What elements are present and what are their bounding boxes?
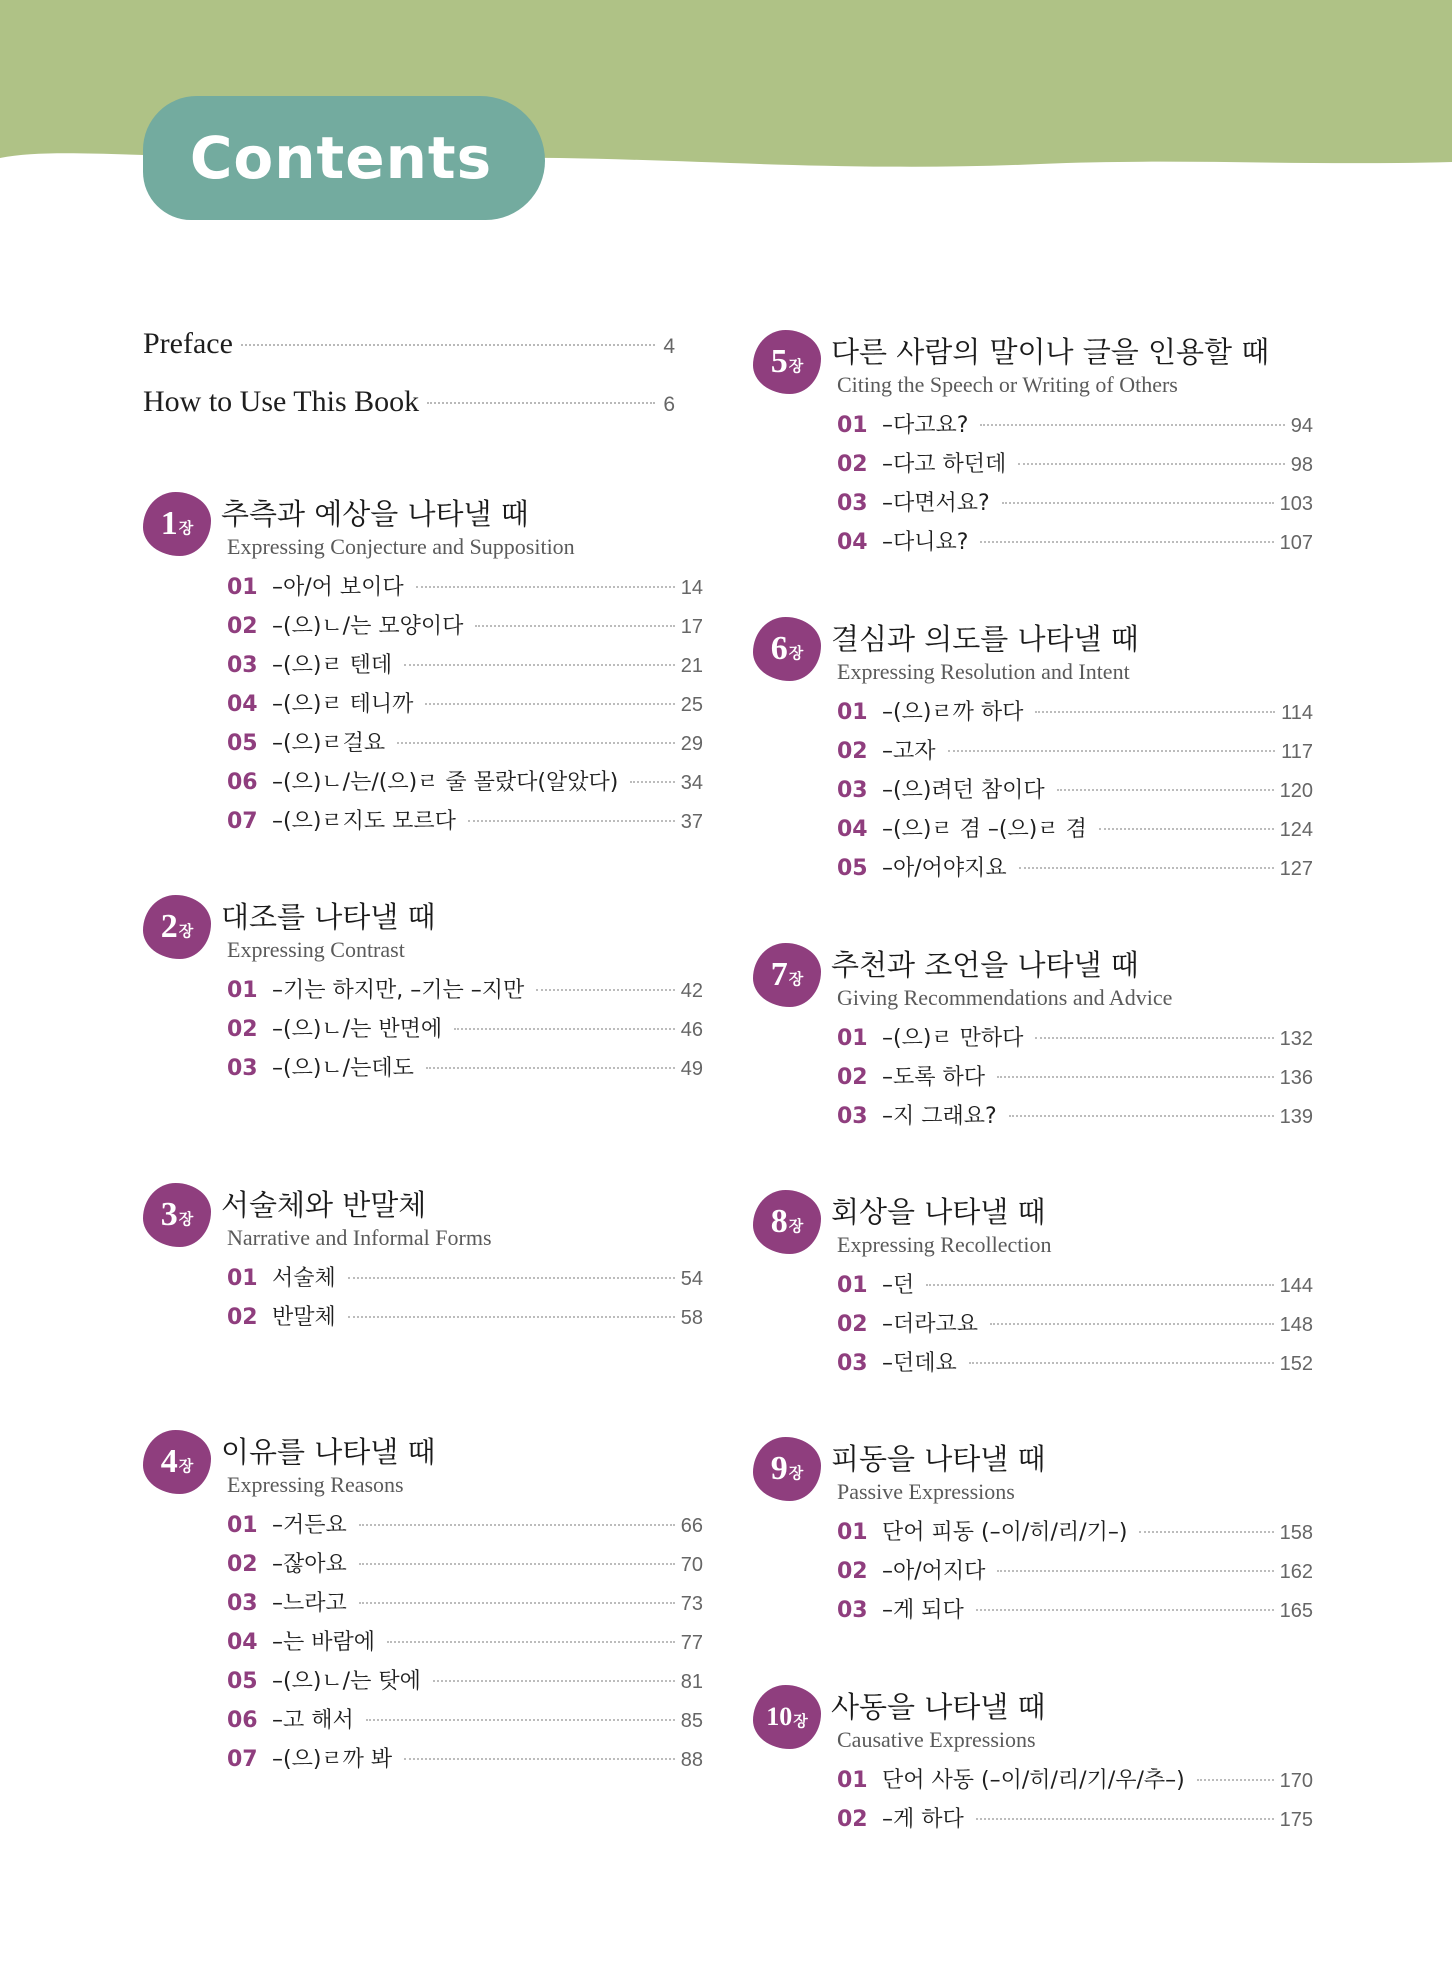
chapter-title-english: Passive Expressions bbox=[837, 1479, 1015, 1504]
entry-number: 03 bbox=[837, 491, 868, 516]
toc-entry[interactable] bbox=[227, 1703, 703, 1742]
chapter-number-badge bbox=[143, 492, 211, 556]
chapter-jang-label: 장 bbox=[178, 518, 194, 537]
dot-leader bbox=[359, 1602, 675, 1604]
chapter-title-english: Expressing Conjecture and Supposition bbox=[227, 534, 575, 559]
dot-leader bbox=[997, 1570, 1273, 1572]
toc-entry[interactable] bbox=[227, 1508, 703, 1547]
entry-title: –다면서요? bbox=[882, 491, 990, 516]
page-number: 158 bbox=[1279, 1522, 1313, 1544]
page-number: 42 bbox=[680, 980, 703, 1002]
chapter-entry-list bbox=[227, 973, 703, 1090]
entry-number: 06 bbox=[227, 770, 258, 795]
chapter-jang-label: 장 bbox=[793, 1711, 808, 1730]
entry-title: –더라고요 bbox=[882, 1312, 979, 1337]
toc-entry[interactable] bbox=[837, 695, 1313, 734]
entry-number: 07 bbox=[227, 809, 258, 834]
entry-title: –(으)ㄹ지도 모르다 bbox=[272, 809, 456, 834]
page-number: 162 bbox=[1279, 1561, 1313, 1583]
entry-number: 04 bbox=[227, 1630, 258, 1655]
page-number: 58 bbox=[680, 1307, 703, 1329]
entry-title: –(으)ㄴ/는데도 bbox=[272, 1056, 414, 1081]
toc-entry[interactable] bbox=[227, 973, 703, 1012]
entry-title: –다고 하던데 bbox=[882, 452, 1007, 477]
entry-title: –도록 하다 bbox=[882, 1065, 986, 1090]
entry-title: 반말체 bbox=[272, 1305, 336, 1330]
dot-leader bbox=[475, 625, 674, 627]
chapter-title-english: Expressing Resolution and Intent bbox=[837, 659, 1130, 684]
toc-entry[interactable] bbox=[227, 609, 703, 648]
chapter-jang-label: 장 bbox=[788, 969, 804, 988]
page-number: 136 bbox=[1279, 1067, 1313, 1089]
dot-leader bbox=[241, 344, 655, 346]
contents-title-badge bbox=[143, 96, 545, 220]
chapter-title-korean[interactable]: 회상을 나타낼 때 bbox=[831, 1195, 1046, 1229]
toc-entry[interactable] bbox=[227, 1051, 703, 1090]
page-number: 70 bbox=[680, 1554, 703, 1576]
dot-leader bbox=[366, 1719, 675, 1721]
dot-leader bbox=[997, 1076, 1274, 1078]
dot-leader bbox=[416, 586, 675, 588]
entry-number: 01 bbox=[837, 413, 868, 438]
entry-title: –던데요 bbox=[882, 1351, 957, 1376]
front-item-title: How to Use This Book bbox=[143, 385, 420, 418]
toc-entry[interactable] bbox=[837, 525, 1313, 564]
dot-leader bbox=[348, 1316, 675, 1318]
dot-leader bbox=[948, 750, 1276, 752]
chapter-title-korean[interactable]: 추천과 조언을 나타낼 때 bbox=[831, 948, 1139, 982]
entry-title: –(으)ㄴ/는 반면에 bbox=[272, 1017, 443, 1042]
toc-entry[interactable] bbox=[837, 1060, 1313, 1099]
page-number: 139 bbox=[1279, 1106, 1313, 1128]
page-number: 21 bbox=[680, 655, 703, 677]
page-number: 103 bbox=[1279, 493, 1313, 515]
entry-title: –고 해서 bbox=[272, 1708, 354, 1733]
dot-leader bbox=[348, 1277, 675, 1279]
entry-number: 02 bbox=[837, 452, 868, 477]
chapter-title-korean[interactable]: 사동을 나타낼 때 bbox=[831, 1690, 1046, 1724]
dot-leader bbox=[426, 1067, 675, 1069]
entry-number: 06 bbox=[227, 1708, 258, 1733]
chapter-jang-label: 장 bbox=[788, 356, 804, 375]
toc-entry[interactable] bbox=[837, 851, 1313, 890]
entry-number: 01 bbox=[227, 978, 258, 1003]
chapter-entry-list bbox=[227, 570, 703, 843]
chapter-jang-label: 장 bbox=[788, 1216, 804, 1235]
page-number: 37 bbox=[680, 811, 703, 833]
dot-leader bbox=[359, 1524, 675, 1526]
dot-leader bbox=[990, 1323, 1274, 1325]
entry-title: –던 bbox=[882, 1273, 915, 1298]
page-number: 132 bbox=[1279, 1028, 1313, 1050]
entry-title: –(으)ㄹ 테니까 bbox=[272, 692, 414, 717]
page-number: 14 bbox=[680, 577, 703, 599]
toc-entry[interactable] bbox=[227, 648, 703, 687]
chapter-title-korean[interactable]: 대조를 나타낼 때 bbox=[221, 900, 436, 934]
chapter-title-korean[interactable]: 다른 사람의 말이나 글을 인용할 때 bbox=[831, 335, 1270, 369]
dot-leader bbox=[980, 541, 1273, 543]
page-number: 73 bbox=[680, 1593, 703, 1615]
chapter-number-badge bbox=[753, 1437, 821, 1501]
entry-title: –다니요? bbox=[882, 530, 969, 555]
page-number: 88 bbox=[680, 1749, 703, 1771]
entry-number: 02 bbox=[837, 1807, 868, 1832]
entry-number: 01 bbox=[227, 1266, 258, 1291]
toc-entry[interactable] bbox=[837, 1763, 1313, 1802]
entry-title: –(으)ㄹ 겸 –(으)ㄹ 겸 bbox=[882, 817, 1087, 842]
dot-leader bbox=[387, 1641, 675, 1643]
dot-leader bbox=[404, 664, 675, 666]
toc-entry[interactable] bbox=[227, 1742, 703, 1781]
toc-front-item[interactable] bbox=[143, 327, 675, 361]
entry-number: 07 bbox=[227, 1747, 258, 1772]
dot-leader bbox=[969, 1362, 1274, 1364]
entry-number: 03 bbox=[837, 1351, 868, 1376]
chapter-number: 6 bbox=[770, 630, 788, 667]
toc-entry[interactable] bbox=[837, 1099, 1313, 1138]
page-number: 152 bbox=[1279, 1353, 1313, 1375]
entry-title: –아/어지다 bbox=[882, 1559, 986, 1584]
dot-leader bbox=[359, 1563, 675, 1565]
dot-leader bbox=[926, 1284, 1273, 1286]
chapter-entry-list bbox=[227, 1261, 703, 1339]
entry-title: –느라고 bbox=[272, 1591, 347, 1616]
entry-title: –고자 bbox=[882, 739, 936, 764]
chapter-number-badge bbox=[753, 330, 821, 394]
dot-leader bbox=[468, 820, 675, 822]
toc-entry[interactable] bbox=[837, 1802, 1313, 1841]
entry-number: 03 bbox=[227, 1591, 258, 1616]
entry-number: 02 bbox=[227, 1017, 258, 1042]
entry-number: 02 bbox=[837, 1065, 868, 1090]
page-number: 148 bbox=[1279, 1314, 1313, 1336]
dot-leader bbox=[1197, 1779, 1274, 1781]
page-number: 117 bbox=[1281, 741, 1313, 763]
entry-title: –(으)ㄴ/는/(으)ㄹ 줄 몰랐다(알았다) bbox=[272, 770, 619, 795]
page-number: 29 bbox=[680, 733, 703, 755]
chapter-number-badge bbox=[753, 1685, 821, 1749]
chapter-title-english: Expressing Contrast bbox=[227, 937, 405, 962]
page-number: 170 bbox=[1279, 1770, 1313, 1792]
entry-title: –(으)ㄹ까 봐 bbox=[272, 1747, 393, 1772]
entry-number: 02 bbox=[837, 1559, 868, 1584]
entry-title: –는 바람에 bbox=[272, 1630, 376, 1655]
chapter-title-english: Narrative and Informal Forms bbox=[227, 1225, 492, 1250]
page-number: 17 bbox=[680, 616, 703, 638]
dot-leader bbox=[980, 424, 1284, 426]
chapter-entry-list bbox=[227, 1508, 703, 1781]
entry-title: –게 되다 bbox=[882, 1598, 964, 1623]
chapter-entry-list bbox=[837, 1021, 1313, 1138]
entry-number: 01 bbox=[837, 1273, 868, 1298]
dot-leader bbox=[630, 781, 674, 783]
entry-number: 01 bbox=[227, 1513, 258, 1538]
chapter-number: 7 bbox=[770, 956, 788, 993]
entry-number: 05 bbox=[227, 1669, 258, 1694]
entry-number: 01 bbox=[837, 1768, 868, 1793]
toc-entry[interactable] bbox=[227, 570, 703, 609]
entry-title: –(으)ㄹ 텐데 bbox=[272, 653, 393, 678]
chapter-jang-label: 장 bbox=[178, 1456, 194, 1475]
toc-entry[interactable] bbox=[227, 765, 703, 804]
dot-leader bbox=[536, 989, 675, 991]
page-number: 107 bbox=[1279, 532, 1313, 554]
entry-title: –지 그래요? bbox=[882, 1104, 997, 1129]
chapter-title-korean[interactable]: 이유를 나타낼 때 bbox=[221, 1435, 436, 1469]
dot-leader bbox=[1035, 1037, 1273, 1039]
toc-entry[interactable] bbox=[227, 687, 703, 726]
toc-entry[interactable] bbox=[837, 1593, 1313, 1632]
chapter-title-english: Expressing Reasons bbox=[227, 1472, 404, 1497]
entry-number: 02 bbox=[227, 1305, 258, 1330]
chapter-number-badge bbox=[143, 1183, 211, 1247]
page-number: 54 bbox=[680, 1268, 703, 1290]
entry-number: 02 bbox=[837, 739, 868, 764]
chapter-title-korean[interactable]: 결심과 의도를 나타낼 때 bbox=[831, 622, 1139, 656]
entry-number: 03 bbox=[227, 1056, 258, 1081]
entry-title: –거든요 bbox=[272, 1513, 347, 1538]
chapter-jang-label: 장 bbox=[788, 643, 804, 662]
entry-title: –(으)ㄹ걸요 bbox=[272, 731, 386, 756]
entry-title: –(으)ㄹ 만하다 bbox=[882, 1026, 1024, 1051]
page-number: 98 bbox=[1290, 454, 1313, 476]
chapter-title-korean[interactable]: 추측과 예상을 나타낼 때 bbox=[221, 497, 529, 531]
toc-entry[interactable] bbox=[837, 1554, 1313, 1593]
toc-entry[interactable] bbox=[837, 734, 1313, 773]
entry-number: 05 bbox=[227, 731, 258, 756]
chapter-entry-list bbox=[837, 408, 1313, 564]
chapter-number: 8 bbox=[770, 1203, 788, 1240]
toc-entry[interactable] bbox=[227, 1625, 703, 1664]
page-title: Contents bbox=[189, 124, 493, 192]
toc-entry[interactable] bbox=[227, 1012, 703, 1051]
chapter-number: 10 bbox=[766, 1702, 793, 1731]
chapter-number: 2 bbox=[160, 908, 178, 945]
entry-number: 02 bbox=[837, 1312, 868, 1337]
dot-leader bbox=[454, 1028, 675, 1030]
entry-title: –아/어야지요 bbox=[882, 856, 1007, 881]
page-number: 165 bbox=[1279, 1600, 1313, 1622]
toc-entry[interactable] bbox=[837, 1515, 1313, 1554]
chapter-number-badge bbox=[753, 1190, 821, 1254]
entry-title: –(으)ㄴ/는 모양이다 bbox=[272, 614, 464, 639]
dot-leader bbox=[1035, 711, 1275, 713]
toc-entry[interactable] bbox=[227, 804, 703, 843]
dot-leader bbox=[433, 1680, 675, 1682]
toc-entry[interactable] bbox=[837, 1346, 1313, 1385]
chapter-title-korean[interactable]: 서술체와 반말체 bbox=[221, 1188, 427, 1222]
entry-number: 03 bbox=[837, 1598, 868, 1623]
page-number: 49 bbox=[680, 1058, 703, 1080]
entry-number: 01 bbox=[227, 575, 258, 600]
toc-front-item[interactable] bbox=[143, 385, 675, 419]
entry-title: 단어 사동 (–이/히/리/기/우/추–) bbox=[882, 1768, 1185, 1793]
entry-number: 02 bbox=[227, 614, 258, 639]
page-number: 114 bbox=[1281, 702, 1313, 724]
entry-title: –기는 하지만, –기는 –지만 bbox=[272, 978, 525, 1003]
chapter-title-english: Expressing Recollection bbox=[837, 1232, 1052, 1257]
page-number: 81 bbox=[680, 1671, 703, 1693]
toc-entry[interactable] bbox=[227, 726, 703, 765]
toc-entry[interactable] bbox=[837, 486, 1313, 525]
chapter-number-badge bbox=[753, 943, 821, 1007]
page-number: 94 bbox=[1290, 415, 1313, 437]
front-item-title: Preface bbox=[143, 327, 233, 360]
dot-leader bbox=[976, 1609, 1274, 1611]
toc-entry[interactable] bbox=[837, 773, 1313, 812]
toc-entry[interactable] bbox=[227, 1586, 703, 1625]
page-number: 120 bbox=[1279, 780, 1313, 802]
entry-number: 01 bbox=[837, 1520, 868, 1545]
page-number: 25 bbox=[680, 694, 703, 716]
toc-entry[interactable] bbox=[227, 1664, 703, 1703]
dot-leader bbox=[1099, 828, 1274, 830]
entry-number: 03 bbox=[227, 653, 258, 678]
dot-leader bbox=[397, 742, 675, 744]
toc-entry[interactable] bbox=[837, 1307, 1313, 1346]
chapter-number: 9 bbox=[770, 1450, 788, 1487]
entry-number: 04 bbox=[837, 817, 868, 842]
page-number: 85 bbox=[680, 1710, 703, 1732]
entry-number: 04 bbox=[227, 692, 258, 717]
entry-number: 02 bbox=[227, 1552, 258, 1577]
toc-entry[interactable] bbox=[837, 408, 1313, 447]
dot-leader bbox=[404, 1758, 675, 1760]
chapter-title-english: Causative Expressions bbox=[837, 1727, 1036, 1752]
page-number: 77 bbox=[680, 1632, 703, 1654]
entry-title: –잖아요 bbox=[272, 1552, 347, 1577]
dot-leader bbox=[427, 402, 655, 404]
chapter-title-english: Citing the Speech or Writing of Others bbox=[837, 372, 1178, 397]
page-number: 6 bbox=[663, 393, 675, 416]
entry-number: 01 bbox=[837, 700, 868, 725]
chapter-number-badge bbox=[143, 1430, 211, 1494]
chapter-jang-label: 장 bbox=[788, 1463, 804, 1482]
entry-number: 03 bbox=[837, 1104, 868, 1129]
entry-title: –게 하다 bbox=[882, 1807, 964, 1832]
entry-title: –다고요? bbox=[882, 413, 969, 438]
chapter-entry-list bbox=[837, 695, 1313, 890]
entry-number: 05 bbox=[837, 856, 868, 881]
toc-entry[interactable] bbox=[227, 1547, 703, 1586]
chapter-number-badge bbox=[753, 617, 821, 681]
entry-title: 서술체 bbox=[272, 1266, 336, 1291]
page-number: 144 bbox=[1279, 1275, 1313, 1297]
dot-leader bbox=[425, 703, 674, 705]
chapter-title-english: Giving Recommendations and Advice bbox=[837, 985, 1173, 1010]
dot-leader bbox=[1057, 789, 1274, 791]
entry-title: –아/어 보이다 bbox=[272, 575, 404, 600]
dot-leader bbox=[1009, 1115, 1274, 1117]
dot-leader bbox=[1018, 463, 1284, 465]
entry-number: 04 bbox=[837, 530, 868, 555]
chapter-number-badge bbox=[143, 895, 211, 959]
page-number: 175 bbox=[1279, 1809, 1313, 1831]
toc-entry[interactable] bbox=[837, 1268, 1313, 1307]
dot-leader bbox=[1139, 1531, 1273, 1533]
page-number: 127 bbox=[1279, 858, 1313, 880]
page-number: 34 bbox=[680, 772, 703, 794]
entry-number: 01 bbox=[837, 1026, 868, 1051]
entry-title: –(으)려던 참이다 bbox=[882, 778, 1045, 803]
toc-entry[interactable] bbox=[227, 1300, 703, 1339]
chapter-title-korean[interactable]: 피동을 나타낼 때 bbox=[831, 1442, 1046, 1476]
page-number: 46 bbox=[680, 1019, 703, 1041]
chapter-entry-list bbox=[837, 1763, 1313, 1841]
entry-title: –(으)ㄴ/는 탓에 bbox=[272, 1669, 421, 1694]
toc-entry[interactable] bbox=[837, 1021, 1313, 1060]
toc-entry[interactable] bbox=[227, 1261, 703, 1300]
entry-number: 03 bbox=[837, 778, 868, 803]
chapter-number: 1 bbox=[160, 505, 178, 542]
dot-leader bbox=[1002, 502, 1274, 504]
chapter-number: 5 bbox=[770, 343, 788, 380]
page-number: 124 bbox=[1279, 819, 1313, 841]
dot-leader bbox=[976, 1818, 1274, 1820]
toc-entry[interactable] bbox=[837, 812, 1313, 851]
chapter-number: 4 bbox=[160, 1443, 178, 1480]
chapter-entry-list bbox=[837, 1515, 1313, 1632]
entry-title: –(으)ㄹ까 하다 bbox=[882, 700, 1024, 725]
dot-leader bbox=[1019, 867, 1274, 869]
page-number: 66 bbox=[680, 1515, 703, 1537]
page-number: 4 bbox=[663, 335, 675, 358]
chapter-jang-label: 장 bbox=[178, 921, 194, 940]
chapter-jang-label: 장 bbox=[178, 1209, 194, 1228]
chapter-entry-list bbox=[837, 1268, 1313, 1385]
entry-title: 단어 피동 (–이/히/리/기–) bbox=[882, 1520, 1128, 1545]
chapter-number: 3 bbox=[160, 1196, 178, 1233]
toc-entry[interactable] bbox=[837, 447, 1313, 486]
